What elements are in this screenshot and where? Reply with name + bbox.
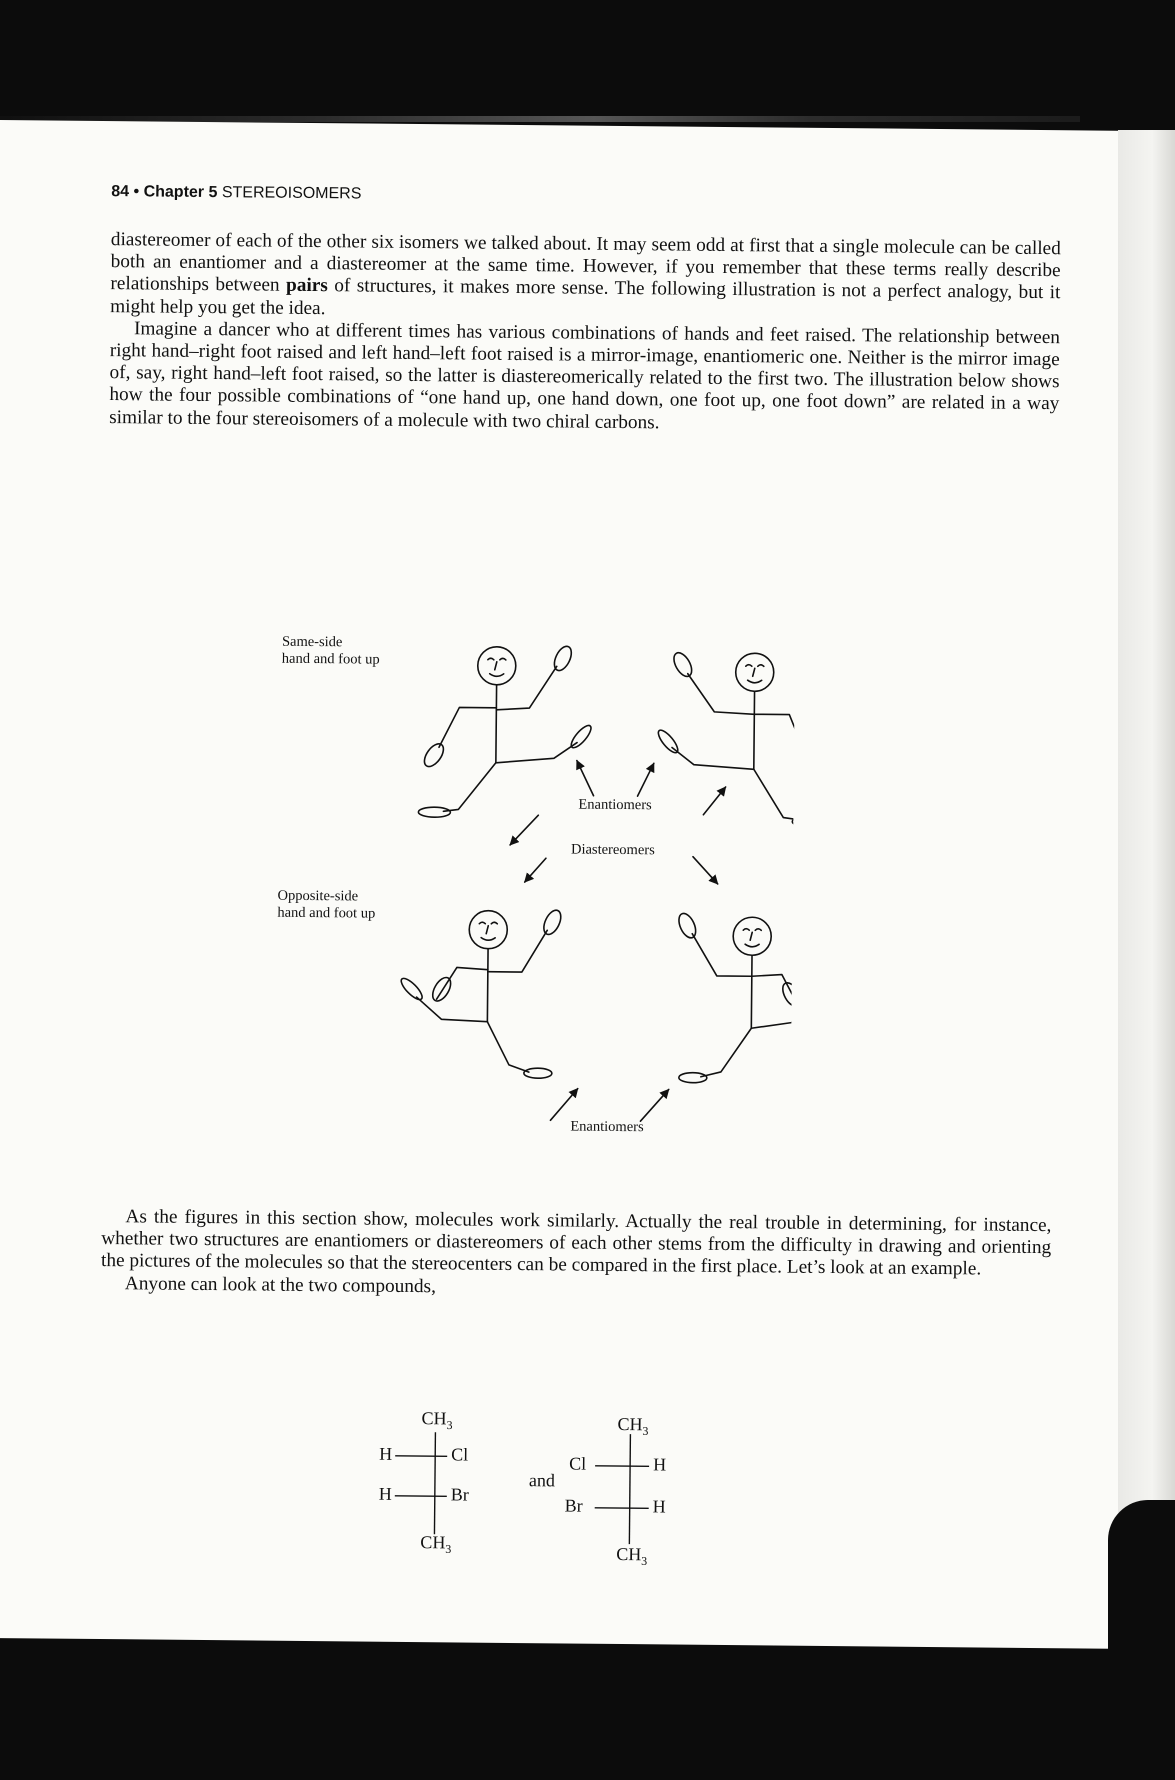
- right-top-group: $CH_3$: [617, 1413, 649, 1438]
- foot-icon: [418, 807, 450, 817]
- dancer-top-right: [654, 650, 795, 827]
- label-opposite-side: Opposite-side hand and foot up: [277, 887, 376, 922]
- dancer-paragraph: Imagine a dancer who at different times has various combinations of hands and feet raised. The relationship between right hand–right foot raised and left hand–left foot raised is a mirror-image, enantiomeric one. Neither is the mirror image of, say, right hand–left foot raised, so the latter is diastereomerically related to the first two. The illustration below shows how the four possible combinations of “one hand up, one hand down, one foot up, one foot down” are related in a way similar to the four stereoisomers of a molecule with two chiral carbons.: [109, 318, 1061, 433]
- arrow-diast-bl: [525, 858, 546, 882]
- arrow-enantiomers-top-left: [577, 761, 594, 796]
- arrow-enantiomers-top-right: [638, 763, 654, 796]
- fischer-projections: [376, 1408, 738, 1577]
- page-number: 84: [111, 183, 130, 201]
- book-page: [0, 120, 1140, 1649]
- arrow-diast-tr: [703, 787, 725, 815]
- adjacent-page-edge: [1118, 130, 1175, 1650]
- label-same-side: Same-side hand and foot up: [281, 633, 380, 668]
- label-enantiomers-top: Enantiomers: [578, 796, 652, 814]
- fischer-left-lines: [394, 1432, 447, 1534]
- arrow-diast-tl: [510, 815, 538, 845]
- closing-paragraph-1: As the figures in this section show, molecules work similarly. Actually the real trouble in determining, for instance, whether two structures are enantiomers or diastereomers of each other stems from the difficulty in drawing and orienting the pictures of the molecules so that the stereocenters can be compared in the first place. Let’s look at an example.: [100, 1206, 1052, 1280]
- body-text-bottom: [101, 1206, 1052, 1304]
- left-row1-right: Cl: [451, 1444, 469, 1465]
- right-row1-right: H: [653, 1454, 667, 1475]
- hand-icon: [421, 741, 448, 770]
- arrow-diast-br: [693, 857, 718, 884]
- intro-paragraph: diastereomer of each of the other six isomers we talked about. It may seem odd at first that a single molecule can be called both an enantiomer and a diastereomer at the same time. However, if you remember that these terms really describe relationships between pairs of structures, it makes more sense. The following illustration is not a perfect analogy, but it might help you get the idea.: [110, 229, 1061, 319]
- dancer-top-left: [418, 642, 594, 818]
- foot-icon: [398, 975, 425, 1002]
- left-row2-left: H: [378, 1483, 392, 1504]
- foot-icon: [568, 723, 594, 751]
- dancer-bottom-right: [674, 911, 796, 1084]
- closing-paragraph-2: Anyone can look at the two compounds,: [124, 1272, 437, 1297]
- left-top-group: $CH_3$: [421, 1408, 453, 1432]
- section-title: STEREOISOMERS: [221, 184, 362, 203]
- right-row2-left: Br: [564, 1495, 583, 1516]
- left-bottom-group: $CH_3$: [420, 1532, 452, 1556]
- right-row2-right: H: [652, 1496, 666, 1517]
- label-enantiomers-bottom: Enantiomers: [570, 1118, 644, 1136]
- hand-icon: [540, 908, 564, 937]
- dancer-bottom-left: [397, 906, 564, 1078]
- foot-icon: [524, 1068, 552, 1078]
- binding-shadow: [1108, 1500, 1175, 1780]
- hand-icon: [670, 650, 695, 680]
- right-bottom-group: $CH_3$: [616, 1543, 648, 1568]
- arrow-enantiomers-bottom-left: [550, 1088, 577, 1120]
- chapter-label: Chapter 5: [143, 183, 218, 202]
- foot-icon: [655, 727, 681, 755]
- body-text-top: [109, 229, 1061, 438]
- right-row1-left: Cl: [569, 1453, 587, 1474]
- label-diastereomers: Diastereomers: [570, 841, 655, 859]
- hand-icon: [793, 744, 795, 774]
- dancer-figure: [277, 568, 796, 1173]
- and-connector: and: [528, 1470, 556, 1491]
- hand-icon: [429, 975, 454, 1005]
- fischer-right-lines: [594, 1434, 649, 1545]
- bold-term-pairs: pairs: [285, 275, 328, 297]
- running-head: [111, 183, 361, 203]
- hand-icon: [676, 911, 700, 940]
- foot-icon: [679, 1073, 707, 1083]
- running-head-bullet: •: [133, 183, 140, 201]
- left-row1-left: H: [379, 1443, 393, 1464]
- left-row2-right: Br: [450, 1484, 469, 1505]
- arrow-enantiomers-bottom-right: [640, 1089, 668, 1121]
